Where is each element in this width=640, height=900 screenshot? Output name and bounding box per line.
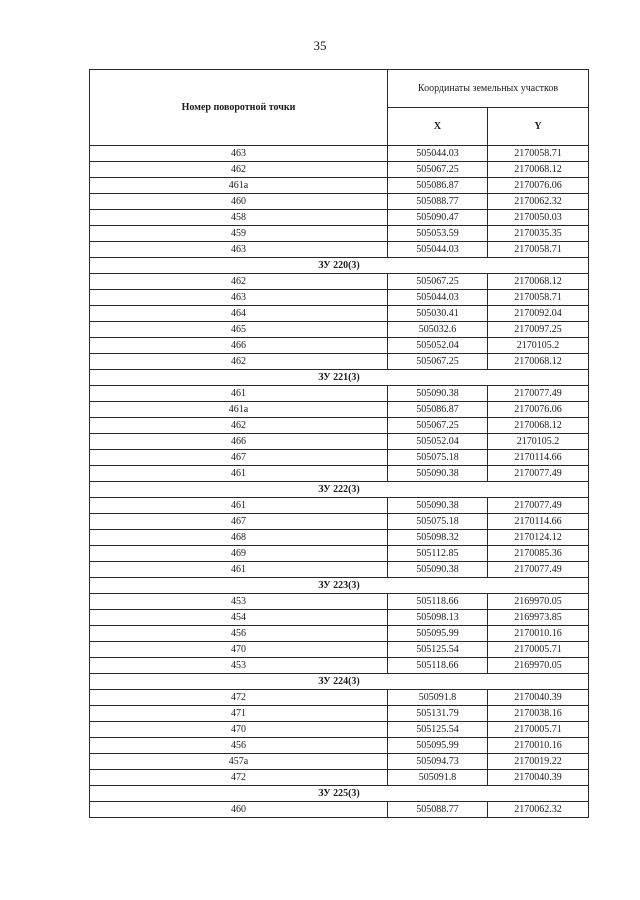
x-cell: 505052.04 <box>388 434 488 450</box>
point-number-cell: 461 <box>90 498 388 514</box>
table-row <box>90 434 589 450</box>
table-row <box>90 162 589 178</box>
y-cell: 2170062.32 <box>488 194 589 210</box>
x-cell: 505067.25 <box>388 274 488 290</box>
section-row <box>90 786 589 802</box>
section-label: ЗУ 221(3) <box>90 370 589 386</box>
header-row-top <box>90 70 589 108</box>
y-cell: 2170005.71 <box>488 642 589 658</box>
table-row <box>90 402 589 418</box>
section-row <box>90 674 589 690</box>
point-number-cell: 456 <box>90 626 388 642</box>
y-cell: 2170058.71 <box>488 242 589 258</box>
point-number-cell: 472 <box>90 690 388 706</box>
table-row <box>90 338 589 354</box>
table-row <box>90 530 589 546</box>
point-number-cell: 463 <box>90 242 388 258</box>
y-cell: 2170077.49 <box>488 562 589 578</box>
x-cell: 505032.6 <box>388 322 488 338</box>
point-number-cell: 467 <box>90 514 388 530</box>
table-row <box>90 450 589 466</box>
y-cell: 2170114.66 <box>488 514 589 530</box>
point-number-cell: 456 <box>90 738 388 754</box>
table-row <box>90 386 589 402</box>
x-cell: 505067.25 <box>388 162 488 178</box>
table-header <box>90 70 589 146</box>
point-number-cell: 472 <box>90 770 388 786</box>
section-label: ЗУ 220(3) <box>90 258 589 274</box>
page-number: 35 <box>313 38 327 53</box>
point-number-cell: 466 <box>90 434 388 450</box>
coordinates-table <box>89 69 589 818</box>
y-cell: 2170076.06 <box>488 402 589 418</box>
table-row <box>90 722 589 738</box>
point-number-cell: 463 <box>90 146 388 162</box>
table-row <box>90 466 589 482</box>
point-number-cell: 454 <box>90 610 388 626</box>
x-header: X <box>388 108 488 146</box>
x-cell: 505090.38 <box>388 386 488 402</box>
x-cell: 505088.77 <box>388 802 488 818</box>
point-number-cell: 462 <box>90 354 388 370</box>
point-number-cell: 466 <box>90 338 388 354</box>
point-number-cell: 469 <box>90 546 388 562</box>
y-cell: 2170077.49 <box>488 498 589 514</box>
y-cell: 2170050.03 <box>488 210 589 226</box>
section-label: ЗУ 225(3) <box>90 786 589 802</box>
table-row <box>90 738 589 754</box>
table-row <box>90 626 589 642</box>
y-cell: 2170040.39 <box>488 690 589 706</box>
table-row <box>90 242 589 258</box>
y-cell: 2170019.22 <box>488 754 589 770</box>
table-row <box>90 594 589 610</box>
section-label: ЗУ 224(3) <box>90 674 589 690</box>
y-cell: 2170114.66 <box>488 450 589 466</box>
x-cell: 505044.03 <box>388 290 488 306</box>
y-cell: 2170092.04 <box>488 306 589 322</box>
table-row <box>90 802 589 818</box>
table-row <box>90 754 589 770</box>
point-number-cell: 459 <box>90 226 388 242</box>
table-row <box>90 658 589 674</box>
x-cell: 505095.99 <box>388 738 488 754</box>
y-cell: 2170097.25 <box>488 322 589 338</box>
section-label: ЗУ 222(3) <box>90 482 589 498</box>
x-cell: 505090.38 <box>388 562 488 578</box>
table-row <box>90 546 589 562</box>
table-row <box>90 210 589 226</box>
x-cell: 505088.77 <box>388 194 488 210</box>
point-number-cell: 461а <box>90 402 388 418</box>
y-cell: 2170010.16 <box>488 738 589 754</box>
table-row <box>90 690 589 706</box>
point-number-cell: 468 <box>90 530 388 546</box>
x-cell: 505086.87 <box>388 178 488 194</box>
point-number-cell: 461а <box>90 178 388 194</box>
table-row <box>90 514 589 530</box>
y-cell: 2170077.49 <box>488 386 589 402</box>
point-number-cell: 453 <box>90 594 388 610</box>
point-number-cell: 470 <box>90 642 388 658</box>
table-row <box>90 290 589 306</box>
table-row <box>90 146 589 162</box>
table-row <box>90 194 589 210</box>
x-cell: 505086.87 <box>388 402 488 418</box>
section-row <box>90 482 589 498</box>
point-number-cell: 462 <box>90 418 388 434</box>
x-cell: 505090.38 <box>388 466 488 482</box>
table-row <box>90 562 589 578</box>
x-cell: 505052.04 <box>388 338 488 354</box>
section-row <box>90 370 589 386</box>
y-cell: 2170077.49 <box>488 466 589 482</box>
section-row <box>90 578 589 594</box>
point-number-cell: 470 <box>90 722 388 738</box>
point-number-cell: 458 <box>90 210 388 226</box>
y-header: Y <box>488 108 589 146</box>
y-cell: 2169970.05 <box>488 594 589 610</box>
y-cell: 2170040.39 <box>488 770 589 786</box>
table-body <box>90 146 589 818</box>
point-number-header: Номер поворотной точки <box>90 70 388 146</box>
y-cell: 2170058.71 <box>488 290 589 306</box>
y-cell: 2170105.2 <box>488 434 589 450</box>
point-number-cell: 457а <box>90 754 388 770</box>
x-cell: 505067.25 <box>388 354 488 370</box>
table-row <box>90 274 589 290</box>
x-cell: 505131.79 <box>388 706 488 722</box>
x-cell: 505030.41 <box>388 306 488 322</box>
y-cell: 2170005.71 <box>488 722 589 738</box>
x-cell: 505112.85 <box>388 546 488 562</box>
x-cell: 505098.13 <box>388 610 488 626</box>
table-row <box>90 354 589 370</box>
point-number-cell: 461 <box>90 386 388 402</box>
x-cell: 505125.54 <box>388 722 488 738</box>
x-cell: 505067.25 <box>388 418 488 434</box>
y-cell: 2170035.35 <box>488 226 589 242</box>
x-cell: 505044.03 <box>388 242 488 258</box>
y-cell: 2170038.16 <box>488 706 589 722</box>
section-label: ЗУ 223(3) <box>90 578 589 594</box>
table-row <box>90 642 589 658</box>
table-row <box>90 226 589 242</box>
point-number-cell: 461 <box>90 562 388 578</box>
y-cell: 2170068.12 <box>488 162 589 178</box>
y-cell: 2170010.16 <box>488 626 589 642</box>
x-cell: 505118.66 <box>388 658 488 674</box>
point-number-cell: 462 <box>90 274 388 290</box>
table-row <box>90 770 589 786</box>
table-row <box>90 322 589 338</box>
x-cell: 505075.18 <box>388 514 488 530</box>
y-cell: 2170068.12 <box>488 274 589 290</box>
x-cell: 505125.54 <box>388 642 488 658</box>
x-cell: 505075.18 <box>388 450 488 466</box>
table-row <box>90 306 589 322</box>
table-row <box>90 498 589 514</box>
x-cell: 505095.99 <box>388 626 488 642</box>
y-cell: 2170062.32 <box>488 802 589 818</box>
point-number-cell: 453 <box>90 658 388 674</box>
point-number-cell: 462 <box>90 162 388 178</box>
point-number-cell: 461 <box>90 466 388 482</box>
point-number-cell: 464 <box>90 306 388 322</box>
coordinates-group-header: Координаты земельных участков <box>388 70 589 108</box>
y-cell: 2170068.12 <box>488 354 589 370</box>
y-cell: 2169973.85 <box>488 610 589 626</box>
x-cell: 505090.47 <box>388 210 488 226</box>
point-number-cell: 460 <box>90 194 388 210</box>
x-cell: 505091.8 <box>388 770 488 786</box>
section-row <box>90 258 589 274</box>
x-cell: 505094.73 <box>388 754 488 770</box>
y-cell: 2170068.12 <box>488 418 589 434</box>
y-cell: 2170105.2 <box>488 338 589 354</box>
y-cell: 2169970.05 <box>488 658 589 674</box>
table-row <box>90 706 589 722</box>
point-number-cell: 471 <box>90 706 388 722</box>
table-row <box>90 418 589 434</box>
x-cell: 505053.59 <box>388 226 488 242</box>
table-row <box>90 178 589 194</box>
point-number-cell: 467 <box>90 450 388 466</box>
point-number-cell: 463 <box>90 290 388 306</box>
y-cell: 2170124.12 <box>488 530 589 546</box>
point-number-cell: 465 <box>90 322 388 338</box>
x-cell: 505118.66 <box>388 594 488 610</box>
y-cell: 2170058.71 <box>488 146 589 162</box>
y-cell: 2170085.36 <box>488 546 589 562</box>
x-cell: 505044.03 <box>388 146 488 162</box>
point-number-cell: 460 <box>90 802 388 818</box>
y-cell: 2170076.06 <box>488 178 589 194</box>
table-row <box>90 610 589 626</box>
x-cell: 505098.32 <box>388 530 488 546</box>
x-cell: 505090.38 <box>388 498 488 514</box>
x-cell: 505091.8 <box>388 690 488 706</box>
